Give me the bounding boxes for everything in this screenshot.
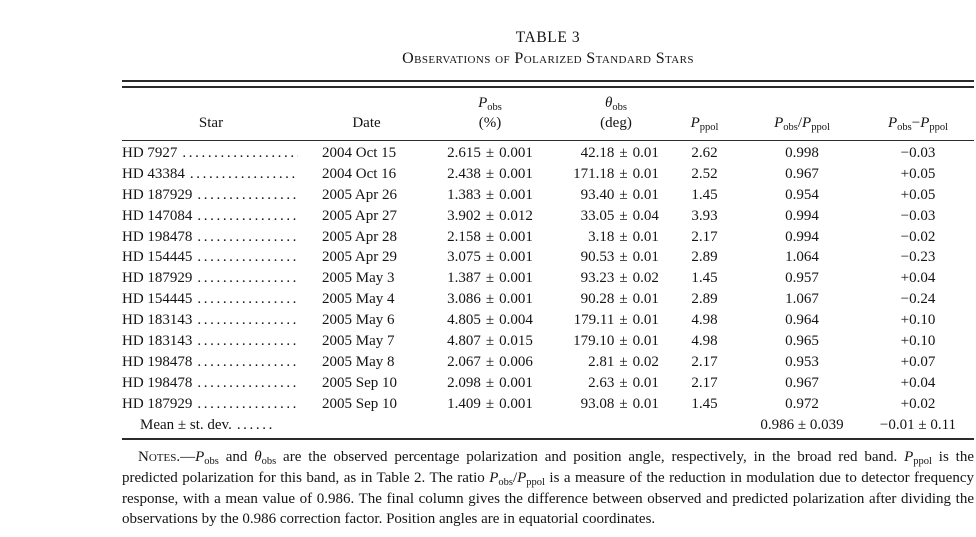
cell-star: HD 183143 ..... [122,310,322,331]
cell-theta: 179.11 ± 0.01 [555,310,677,331]
cell-ratio: 0.964 [785,312,819,329]
table-row [122,352,974,373]
cell-pppol: 4.98 [691,333,718,350]
table-row [122,185,974,206]
cell-date: 2005 Apr 29 [322,249,397,266]
cell-pobs: 4.807 ± 0.015 [425,331,555,352]
cell-ratio: 0.957 [785,270,819,287]
cell-star: HD 7927 ..... [122,143,322,164]
mean-row [122,415,974,436]
mean-label-cell [122,415,322,436]
notes-segment: / [512,470,518,487]
column-header-ratio: $P_{obs}/P_{ppol}$ [774,115,830,133]
cell-diff: +0.05 [900,165,936,182]
plus-minus-sign: ± [619,291,628,308]
cell-ratio: 0.954 [785,186,819,203]
cell-star: HD 154445 ..... [122,247,322,268]
cell-date: 2005 May 7 [322,333,395,350]
notes-segment: — [180,449,196,466]
column-header-pobs: $P_{obs}$ (%) [478,95,502,131]
cell-ratio: 1.067 [785,291,819,308]
cell-theta: 93.40 ± 0.01 [555,185,677,206]
table-row [122,310,974,331]
cell-star: HD 187929 ..... [122,185,322,206]
cell-date: 2005 Sep 10 [322,395,397,412]
cell-pobs: 3.075 ± 0.001 [425,247,555,268]
cell-ratio: 0.994 [785,207,819,224]
cell-diff: +0.04 [900,270,936,287]
cell-theta: 93.08 ± 0.01 [555,394,677,415]
table-row [122,268,974,289]
cell-ratio: 0.972 [785,395,819,412]
cell-pppol: 2.17 [691,374,718,391]
plus-minus-sign: ± [619,395,628,412]
plus-minus-sign: ± [485,145,495,161]
cell-date: 2005 May 6 [322,312,395,329]
table-row [122,289,974,310]
cell-star: HD 43384 ..... [122,164,322,185]
top-double-rule [122,80,974,88]
cell-pobs: 2.615 ± 0.001 [425,143,555,164]
cell-diff: −0.03 [900,145,936,161]
dot-leader [197,227,298,248]
mean-ratio: 0.986 ± 0.039 [760,416,844,433]
column-header-theta: $\theta_{obs}$ (deg) [600,95,632,131]
table-row [122,373,974,394]
dot-leader [197,247,298,268]
plus-minus-sign: ± [619,186,628,203]
cell-pobs: 2.067 ± 0.006 [425,352,555,373]
cell-date: 2005 May 8 [322,353,395,370]
notes-paragraph [122,447,974,529]
table-header-row [122,88,974,140]
notes-segment: ppol [913,456,932,468]
cell-diff: +0.10 [900,333,936,350]
cell-pppol: 1.45 [691,270,718,287]
cell-pppol: 2.89 [691,291,718,308]
dot-leader [197,331,298,352]
table-title: Observations of Polarized Standard Stars [402,50,694,67]
plus-minus-sign: ± [485,395,495,412]
notes-segment: Notes. [138,449,181,466]
column-header-pppol: $P_{ppol}$ [690,115,719,133]
cell-pobs: 1.383 ± 0.001 [425,185,555,206]
dot-leader [197,185,298,206]
mean-empty-pobs [425,415,555,436]
notes-segment: P [195,449,205,466]
plus-minus-sign: ± [485,186,495,203]
dot-leader [197,310,298,331]
cell-ratio: 0.998 [785,145,819,161]
notes-segment: is a measure of the reduction in modulation due to detector frequency response, with a mean value of 0.986. The final column gives the difference between observed and predicted polarization after dividing the observations by the 0.986 correction factor. Position angles are in equatorial coordinates. [122,470,974,528]
cell-ratio: 0.994 [785,228,819,245]
plus-minus-sign: ± [485,228,495,245]
table-row [122,143,974,164]
plus-minus-sign: ± [485,207,495,224]
mean-empty-theta [555,415,677,436]
cell-pobs: 4.805 ± 0.004 [425,310,555,331]
plus-minus-sign: ± [619,312,628,329]
mean-diff: −0.01 ± 0.11 [879,416,957,433]
cell-ratio: 0.967 [785,165,819,182]
notes-segment: obs [261,456,277,468]
cell-theta: 93.23 ± 0.02 [555,268,677,289]
cell-pobs: 3.086 ± 0.001 [425,289,555,310]
plus-minus-sign: ± [619,249,628,266]
plus-minus-sign: ± [485,333,495,350]
cell-theta: 2.63 ± 0.01 [555,373,677,394]
dot-leader [197,206,298,227]
cell-theta: 179.10 ± 0.01 [555,331,677,352]
cell-pppol: 2.89 [691,249,718,266]
plus-minus-sign: ± [485,249,495,266]
plus-minus-sign: ± [619,145,628,161]
notes-segment: are the observed percentage polarization and position angle, respectively, in the broad red band. [276,449,905,466]
dot-leader [197,289,298,310]
cell-diff: −0.03 [900,207,936,224]
cell-diff: +0.05 [900,186,936,203]
bottom-rule [122,438,974,440]
cell-ratio: 0.953 [785,353,819,370]
table-row [122,227,974,248]
cell-ratio: 0.967 [785,374,819,391]
cell-pobs: 2.158 ± 0.001 [425,227,555,248]
cell-pppol: 2.17 [691,353,718,370]
plus-minus-sign: ± [485,270,495,287]
plus-minus-sign: ± [485,165,495,182]
plus-minus-sign: ± [485,353,495,370]
cell-pppol: 3.93 [691,207,718,224]
cell-diff: +0.10 [900,312,936,329]
table-3 [122,29,974,530]
table-row [122,164,974,185]
cell-date: 2004 Oct 16 [322,165,397,182]
cell-ratio: 0.965 [785,333,819,350]
plus-minus-sign: ± [619,165,628,182]
table-row [122,394,974,415]
plus-minus-sign: ± [619,228,628,245]
column-header-star: Star [198,115,224,131]
cell-date: 2005 Apr 26 [322,186,397,203]
cell-pppol: 1.45 [691,395,718,412]
cell-pppol: 2.62 [691,145,718,161]
cell-diff: +0.07 [900,353,936,370]
plus-minus-sign: ± [485,312,495,329]
column-header-date: Date [352,115,381,131]
cell-theta: 90.53 ± 0.01 [555,247,677,268]
plus-minus-sign: ± [619,207,628,224]
cell-diff: +0.04 [900,374,936,391]
cell-date: 2005 Apr 27 [322,207,397,224]
dot-leader [197,268,298,289]
cell-ratio: 1.064 [785,249,819,266]
notes-segment: P [517,470,527,487]
dot-leader [182,143,298,164]
cell-star: HD 154445 ..... [122,289,322,310]
cell-theta: 90.28 ± 0.01 [555,289,677,310]
mean-label: Mean ± st. dev. [140,416,232,433]
cell-pobs: 1.409 ± 0.001 [425,394,555,415]
cell-star: HD 198478 ..... [122,352,322,373]
notes-segment: obs [498,477,513,489]
plus-minus-sign: ± [619,353,628,370]
cell-pppol: 2.17 [691,228,718,245]
cell-date: 2005 May 3 [322,270,395,287]
cell-star: HD 147084 ..... [122,206,322,227]
cell-theta: 171.18 ± 0.01 [555,164,677,185]
cell-pobs: 3.902 ± 0.012 [425,206,555,227]
notes-segment: P [489,470,499,487]
notes-segment: obs [204,456,219,468]
cell-date: 2005 May 4 [322,291,395,308]
mean-empty-date [322,415,425,436]
notes-segment: is the predicted polarization for this band, as in Table 2. The ratio [122,449,974,487]
cell-star: HD 187929 ..... [122,394,322,415]
dot-leader [197,373,298,394]
cell-pobs: 2.438 ± 0.001 [425,164,555,185]
mean-empty-pppol [677,415,742,436]
cell-date: 2005 Apr 28 [322,228,397,245]
plus-minus-sign: ± [619,374,628,391]
cell-pobs: 1.387 ± 0.001 [425,268,555,289]
cell-diff: −0.24 [900,291,936,308]
cell-pppol: 1.45 [691,186,718,203]
dot-leader [190,164,298,185]
notes-segment: P [904,449,914,466]
dot-leader [197,394,298,415]
cell-diff: +0.02 [900,395,936,412]
column-header-diff: $P_{obs}-P_{ppol}$ [887,115,949,133]
plus-minus-sign: ± [485,291,495,308]
plus-minus-sign: ± [485,374,495,391]
table-row [122,331,974,352]
cell-diff: −0.02 [900,228,936,245]
cell-date: 2004 Oct 15 [322,145,397,161]
notes-segment: ppol [526,477,545,489]
cell-star: HD 183143 ..... [122,331,322,352]
cell-theta: 3.18 ± 0.01 [555,227,677,248]
cell-star: HD 187929 ..... [122,268,322,289]
cell-pppol: 2.52 [691,165,718,182]
plus-minus-sign: ± [619,270,628,287]
table-number: TABLE 3 [515,29,581,46]
plus-minus-sign: ± [619,333,628,350]
cell-diff: −0.23 [900,249,936,266]
cell-star: HD 198478 ..... [122,227,322,248]
cell-theta: 33.05 ± 0.04 [555,206,677,227]
cell-star: HD 198478 ..... [122,373,322,394]
notes-segment: θ [254,449,262,466]
cell-theta: 42.18 ± 0.01 [555,143,677,164]
cell-date: 2005 Sep 10 [322,374,397,391]
table-caption [122,29,974,69]
cell-pppol: 4.98 [691,312,718,329]
dot-leader [197,352,298,373]
notes-segment: and [218,449,255,466]
mean-dots: ...... [236,416,275,433]
table-row [122,206,974,227]
cell-pobs: 2.098 ± 0.001 [425,373,555,394]
table-row [122,247,974,268]
cell-theta: 2.81 ± 0.02 [555,352,677,373]
table-body [122,141,974,438]
